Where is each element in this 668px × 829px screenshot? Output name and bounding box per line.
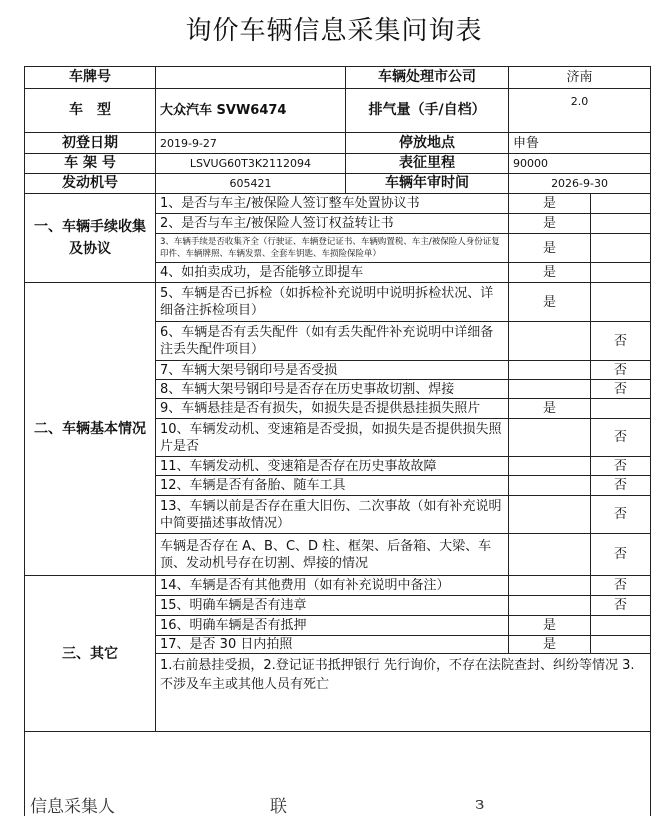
answer-yes (509, 476, 591, 496)
answer-no (591, 214, 651, 234)
answer-yes: 是 (509, 283, 591, 322)
answer-yes: 是 (509, 234, 591, 263)
answer-yes (509, 361, 591, 380)
inquiry-form-table (24, 66, 651, 816)
question-item: 11、车辆发动机、变速箱是否存在历史事故故障 (156, 457, 509, 476)
section-other-label: 三、其它 (25, 576, 156, 732)
company-label: 车辆处理市公司 (346, 67, 509, 89)
question-item: 1、是否与车主/被保险人签订整车处置协议书 (156, 194, 509, 214)
section-procedures-label: 一、车辆手续收集及协议 (25, 194, 156, 283)
answer-no (591, 234, 651, 263)
question-item: 5、车辆是否已拆检（如拆检补充说明中说明拆检状况、详细备注拆检项目） (156, 283, 509, 322)
question-item: 2、是否与车主/被保险人签订权益转让书 (156, 214, 509, 234)
question-item: 10、车辆发动机、变速箱是否受损，如损失是否提供损失照片是否 (156, 419, 509, 457)
answer-yes (509, 322, 591, 361)
question-item: 13、车辆以前是否存在重大旧伤、二次事故（如有补充说明中简要描述事故情况） (156, 496, 509, 534)
company-value: 济南 (509, 67, 651, 89)
question-item: 14、车辆是否有其他费用（如有补充说明中备注） (156, 576, 509, 596)
answer-no: 否 (591, 457, 651, 476)
question-item: 9、车辆悬挂是否有损失，如损失是否提供悬挂损失照片 (156, 399, 509, 419)
question-item: 车辆是否存在 A、B、C、D 柱、框架、后备箱、大梁、车顶、发动机号存在切割、焊接的情况 (156, 534, 509, 576)
answer-no (591, 194, 651, 214)
answer-no: 否 (591, 496, 651, 534)
question-item: 17、是否 30 日内拍照 (156, 636, 509, 654)
answer-yes: 是 (509, 263, 591, 283)
answer-yes (509, 534, 591, 576)
answer-yes (509, 380, 591, 399)
answer-yes: 是 (509, 636, 591, 654)
form-title: 询价车辆信息采集问询表 (185, 16, 483, 46)
mileage-value: 90000 (509, 154, 651, 174)
answer-yes (509, 596, 591, 616)
vin-value: LSVUG60T3K2112094 (156, 154, 346, 174)
engine-label: 发动机号 (25, 174, 156, 194)
question-item: 4、如拍卖成功，是否能够立即提车 (156, 263, 509, 283)
signature-mark-right: з (475, 794, 485, 814)
collector-label: 信息采集人 (30, 797, 115, 817)
question-item: 8、车辆大架号钢印号是否存在历史事故切割、焊接 (156, 380, 509, 399)
answer-no: 否 (591, 476, 651, 496)
answer-no (591, 636, 651, 654)
answer-yes: 是 (509, 616, 591, 636)
question-item: 6、车辆是否有丢失配件（如有丢失配件补充说明中详细备注丢失配件项目） (156, 322, 509, 361)
section-basic-label: 二、车辆基本情况 (25, 283, 156, 576)
answer-yes (509, 576, 591, 596)
vin-label: 车 架 号 (25, 154, 156, 174)
answer-yes: 是 (509, 214, 591, 234)
answer-no: 否 (591, 361, 651, 380)
signature-mark-middle: 联 (270, 797, 287, 817)
question-item: 7、车辆大架号钢印号是否受损 (156, 361, 509, 380)
displacement-value: 2.0 (509, 89, 651, 133)
answer-no: 否 (591, 419, 651, 457)
model-label: 车 型 (25, 89, 156, 133)
reg-date-label: 初登日期 (25, 133, 156, 154)
question-item: 3、车辆手续是否收集齐全（行驶证、车辆登记证书、车辆购置税、车主/被保险人身份证复印件、车辆牌照、车辆发票、全套车钥匙、车损险保险单） (156, 234, 509, 263)
answer-yes (509, 496, 591, 534)
signature-area (25, 732, 651, 816)
answer-yes: 是 (509, 399, 591, 419)
engine-value: 605421 (156, 174, 346, 194)
question-item: 15、明确车辆是否有违章 (156, 596, 509, 616)
reg-date-value: 2019-9-27 (156, 133, 346, 154)
answer-no: 否 (591, 322, 651, 361)
answer-no: 否 (591, 596, 651, 616)
question-item: 16、明确车辆是否有抵押 (156, 616, 509, 636)
displacement-label: 排气量（手/自档） (346, 89, 509, 133)
answer-no: 否 (591, 576, 651, 596)
remarks-text: 1.右前悬挂受损，2.登记证书抵押银行 先行询价，不存在法院查封、纠纷等情况 3.不涉及车主或其他人员有死亡 (156, 654, 651, 732)
answer-no (591, 616, 651, 636)
location-label: 停放地点 (346, 133, 509, 154)
plate-label: 车牌号 (25, 67, 156, 89)
answer-yes: 是 (509, 194, 591, 214)
answer-no: 否 (591, 380, 651, 399)
answer-no (591, 399, 651, 419)
question-item: 12、车辆是否有备胎、随车工具 (156, 476, 509, 496)
location-value: 申鲁 (509, 133, 651, 154)
plate-value (156, 67, 346, 89)
answer-no (591, 263, 651, 283)
mileage-label: 表征里程 (346, 154, 509, 174)
answer-yes (509, 419, 591, 457)
answer-yes (509, 457, 591, 476)
answer-no: 否 (591, 534, 651, 576)
inspection-label: 车辆年审时间 (346, 174, 509, 194)
answer-no (591, 283, 651, 322)
inspection-value: 2026-9-30 (509, 174, 651, 194)
model-value: 大众汽车 SVW6474 (156, 89, 346, 133)
